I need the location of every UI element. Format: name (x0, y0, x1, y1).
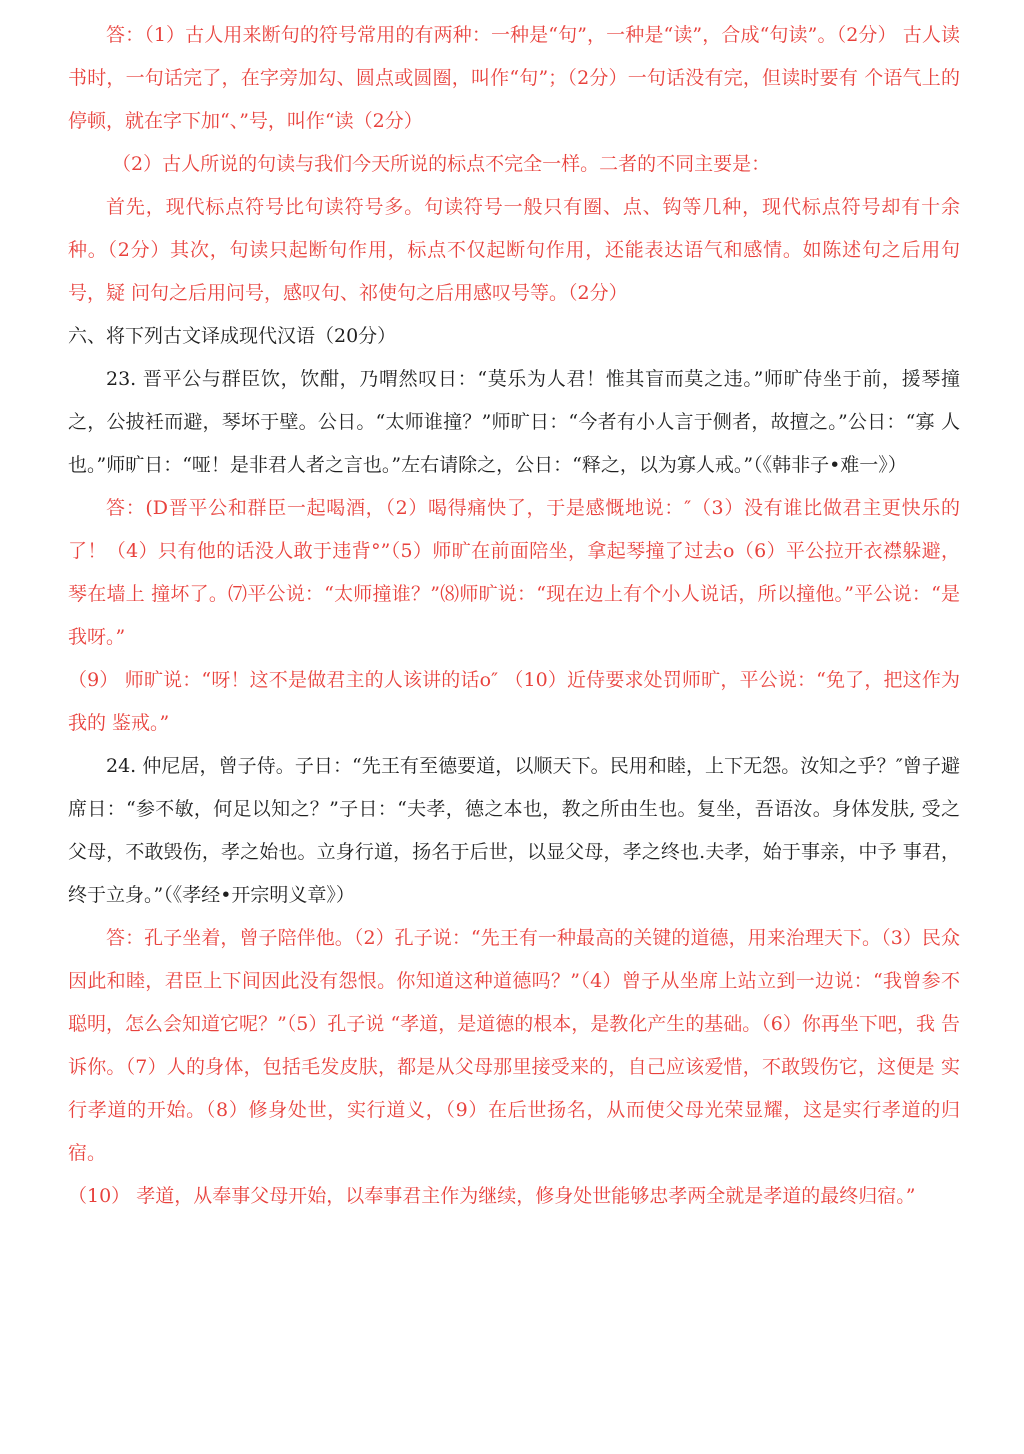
answer-23-end: （9） 师旷说：“呀！这不是做君主的人该讲的话o″ （10）近侍要求处罚师旷，平公说：“免了，把这作为我的 鉴戒。” (68, 669, 960, 734)
document-page (68, 14, 960, 1218)
answer-22-part2-detail: 首先，现代标点符号比句读符号多。句读符号一般只有圈、点、钩等几种，现代标点符号却有十余种。（2分）其次，句读只起断句作用，标点不仅起断句作用，还能表达语气和感情。如陈述句之后用句号，疑 问句之后用问号，感叹句、祁使句之后用感叹号等。（2分） (68, 196, 960, 304)
answer-23-main: 答：(D晋平公和群臣一起喝酒，（2）喝得痛快了，于是感慨地说：″（3）没有谁比做君主更快乐的了！（4）只有他的话没人敢于违背°”（5）师旷在前面陪坐，拿起琴撞了过去o（6）平公拉开衣襟躲避，琴在墙上 撞坏了。⑺平公说：“太师撞谁？”⑻师旷说：“现在边上有个小人说话，所以撞他。”平公说：“是我呀。” (68, 497, 960, 648)
answer-22-part2-intro: （2）古人所说的句读与我们今天所说的标点不完全一样。二者的不同主要是： (112, 153, 771, 175)
question-24: 24. 仲尼居，曾子侍。子日：“先王有至德要道，以顺天下。民用和睦，上下无怨。汝知之乎？″曾子避席日：“参不敏，何足以知之？”子日：“夫孝，德之本也，教之所由生也。复坐，吾语汝。身体发肤, 受之父母，不敢毁伤，孝之始也。立身行道，扬名于后世，以显父母，孝之终也.夫孝，始于事亲，中予 事君，终于立身。”（《孝经•开宗明义章》） (68, 755, 960, 906)
question-23: 23. 晋平公与群臣饮，饮酣，乃喟然叹日：“莫乐为人君！惟其盲而莫之违。”师旷侍坐于前，援琴撞 之，公披衽而避，琴坏于壁。公日。“太师谁撞？”师旷日：“今者有小人言于侧者，故擅之。”公日：“寡 人也。”师旷日：“哑！是非君人者之言也。”左右请除之，公日：“释之，以为寡人戒。”（《韩非子•难一》） (68, 368, 960, 476)
section-6-heading: 六、将下列古文译成现代汉语（20分） (68, 325, 397, 347)
answer-24-main: 答：孔子坐着，曾子陪伴他。（2）孔子说：“先王有一种最高的关键的道德，用来治理天下。（3）民众 因此和睦，君臣上下间因此没有怨恨。你知道这种道德吗？”（4）曾子从坐席上站立到一边说：“我曾参不 聪明，怎么会知道它呢？”（5）孔子说 “孝道，是道德的根本，是教化产生的基础。（6）你再坐下吧，我 告诉你。（7）人的身体，包括毛发皮肤，都是从父母那里接受来的，自己应该爱惜，不敢毁伤它，这便是 实行孝道的开始。（8）修身处世，实行道义，（9）在后世扬名，从而使父母光荣显耀，这是实行孝道的归宿。 (68, 927, 960, 1164)
answer-24-end: （10） 孝道，从奉事父母开始，以奉事君主作为继续，修身处世能够忠孝两全就是孝道的最终归宿。” (68, 1185, 916, 1207)
answer-22-part1: 答：（1）古人用来断句的符号常用的有两种：一种是“句”，一种是“读”，合成“句读”。（2分） 古人读书时，一句话完了，在字旁加勾、圆点或圆圈，叫作“句”；（2分）一句话没有完，但读时要有 个语气上的停顿，就在字下加“、”号，叫作“读（2分） (68, 24, 960, 132)
